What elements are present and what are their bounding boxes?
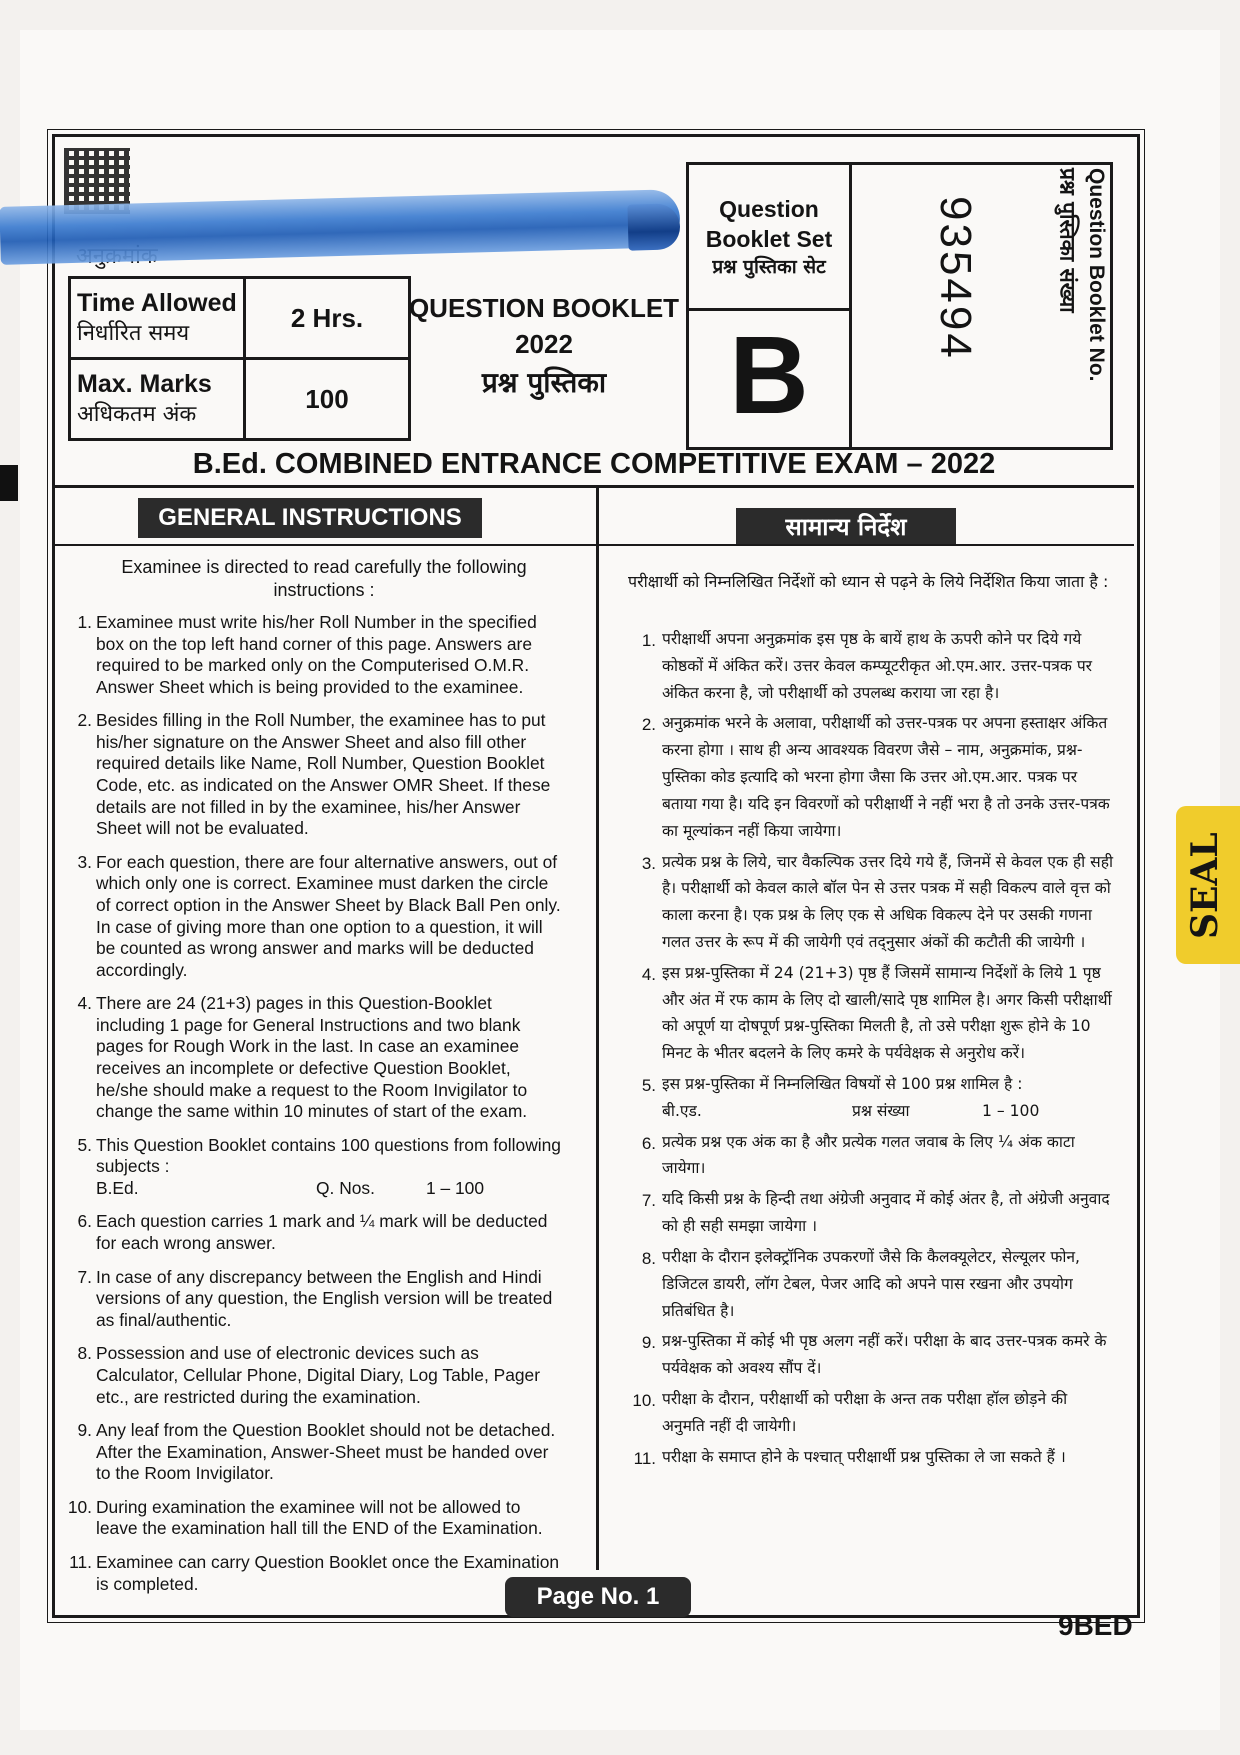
booklet-number-label-block xyxy=(1040,168,1110,448)
instruction-item-hi: 11. परीक्षा के समाप्त होने के पश्चात् परीक्षार्थी प्रश्न पुस्तिका ले जा सकते हैं । xyxy=(633,1447,1066,1468)
max-marks-label-hi: अधिकतम अंक xyxy=(77,401,197,427)
subject-row-hi: बी.एड. प्रश्न संख्या 1 – 100 xyxy=(662,1101,1040,1120)
general-instructions-heading: GENERAL INSTRUCTIONS xyxy=(138,498,482,538)
seal-label: SEAL xyxy=(1184,832,1226,940)
instruction-item: 6. Each question carries 1 mark and ¼ mark will be deducted for each wrong answer. xyxy=(77,1211,548,1254)
title-divider xyxy=(54,485,1134,488)
column-divider xyxy=(596,487,599,1570)
instruction-item: 1. Examinee must write his/her Roll Number in the specified box on the top left hand corner of this page. Answers are required to be marked only on the Computerised O.M.R. Answer Sheet which is being provided to the examinee. xyxy=(77,612,537,697)
instructions-intro-hi: परीक्षार्थी को निम्नलिखित निर्देशों को ध्यान से पढ़ने के लिये निर्देशित किया जाता है : xyxy=(628,572,1109,591)
booklet-year: 2022 xyxy=(515,329,573,360)
instruction-list xyxy=(67,612,564,1607)
instruction-item: 2. Besides filling in the Roll Number, the examinee has to put his/her signature on the Answer Sheet and also fill other required details like Name, Roll Number, Question Booklet Code, etc. as indicated on the Answer OMR Sheet. If these details are not filled in by the examinee, his/her Answer Sheet will not be evaluated. xyxy=(77,710,551,839)
page-number-badge: Page No. 1 xyxy=(505,1577,691,1617)
max-marks-value: 100 xyxy=(245,359,410,440)
instruction-item: 5. This Question Booklet contains 100 questions from following subjects : B.Ed. Q. Nos. 1 – 100 xyxy=(96,1135,564,1200)
instruction-list-hi xyxy=(632,626,1114,1474)
time-allowed-label: Time Allowed xyxy=(77,289,237,318)
booklet-title: QUESTION BOOKLET xyxy=(408,293,680,323)
max-marks-cell xyxy=(70,359,245,440)
booklet-set-label-cell xyxy=(689,165,849,311)
booklet-title-block xyxy=(404,290,684,402)
instruction-item-hi: 2. अनुक्रमांक भरने के अलावा, परीक्षार्थी को उत्तर-पत्रक पर अपना हस्ताक्षर अंकित करना होगा । साथ ही अन्य आवश्यक विवरण जैसे – नाम, अनुक्रमांक, प्रश्न-पुस्तिका कोड इत्यादि को भरना होगा जैसा कि उत्तर ओ.एम.आर. पत्रक पर बताया गया है। यदि इन विवरणों को परीक्षार्थी ने नहीं भरा है तो उनके उत्तर-पत्रक का मूल्यांकन नहीं किया जायेगा। xyxy=(641,714,1110,840)
instruction-item-hi: 3. प्रत्येक प्रश्न के लिये, चार वैकल्पिक उत्तर दिये गये हैं, जिनमें से केवल एक ही सही है। परीक्षार्थी को केवल काले बॉल पेन से उत्तर पत्रक में सही विकल्प वाले वृत्त को काला करना है। एक प्रश्न के लिए एक से अधिक विकल्प देने पर उसकी गणना गलत उत्तर के रूप में की जायेगी एवं तद्नुसार अंकों की कटौती की जायेगी । xyxy=(641,852,1114,951)
heading-divider xyxy=(54,544,1134,546)
instruction-item-hi: 10. परीक्षा के दौरान, परीक्षार्थी को परीक्षा के अन्त तक परीक्षा हॉल छोड़ने की अनुमति नहीं दी जायेगी। xyxy=(632,1389,1068,1435)
instruction-item: 7. In case of any discrepancy between the English and Hindi versions of any question, the English version will be treated as final/authentic. xyxy=(77,1266,553,1330)
booklet-set-label: Question Booklet Set xyxy=(705,196,833,252)
booklet-number-label-hi: प्रश्न पुस्तिका संख्या xyxy=(1055,168,1080,313)
booklet-set-value: B xyxy=(729,314,809,437)
booklet-set-box xyxy=(686,162,852,450)
instruction-item: 11. Examinee can carry Question Booklet once the Examination is completed. xyxy=(69,1551,560,1594)
instruction-item-hi: 4. इस प्रश्न-पुस्तिका में 24 (21+3) पृष्ठ हैं जिसमें सामान्य निर्देशों के लिये 1 पृष्ठ और अंत में रफ काम के लिए दो खाली/सादे पृष्ठ शामिल है। अगर किसी परीक्षार्थी को अपूर्ण या दोषपूर्ण प्रश्न-पुस्तिका मिलती है, तो उसे परीक्षा शुरू होने के 10 मिनट के भीतर बदलने के लिए कमरे के पर्यवेक्षक से अनुरोध करें। xyxy=(641,963,1112,1063)
instruction-item: 4. There are 24 (21+3) pages in this Question-Booklet including 1 page for General Instructions and two blank pages for Rough Work in the last. In case an examinee receives an incomplete or defective Question Booklet, he/she should make a request to the Room Invigilator to change the same within 10 minutes of start of the exam. xyxy=(77,993,528,1122)
booklet-set-label-hi: प्रश्न पुस्तिका सेट xyxy=(712,255,826,278)
binding-mark xyxy=(0,465,18,501)
instruction-item-hi: 7. यदि किसी प्रश्न के हिन्दी तथा अंग्रेजी अनुवाद में कोई अंतर है, तो अंग्रेजी अनुवाद को ही सही समझा जायेगा । xyxy=(641,1190,1110,1236)
subject-row: B.Ed. Q. Nos. 1 – 100 xyxy=(96,1177,485,1198)
instruction-item-hi: 6. प्रत्येक प्रश्न एक अंक का है और प्रत्येक गलत जवाब के लिए ¼ अंक काटा जायेगा। xyxy=(641,1132,1075,1178)
time-allowed-cell xyxy=(70,278,245,359)
instruction-item-hi: 9. प्रश्न-पुस्तिका में कोई भी पृष्ठ अलग नहीं करें। परीक्षा के बाद उत्तर-पत्रक कमरे के पर्यवेक्षक को अवश्य सौंप दें। xyxy=(641,1332,1107,1378)
general-instructions-heading-hi: सामान्य निर्देश xyxy=(736,508,956,546)
booklet-number-label: Question Booklet No. xyxy=(1085,168,1108,382)
time-allowed-value: 2 Hrs. xyxy=(245,278,410,359)
pen-cap-overlay xyxy=(627,203,680,250)
exam-title: B.Ed. COMBINED ENTRANCE COMPETITIVE EXAM – 2022 xyxy=(192,448,996,480)
booklet-title-hi: प्रश्न पुस्तिका xyxy=(481,365,607,399)
instruction-item-hi: 8. परीक्षा के दौरान इलेक्ट्रॉनिक उपकरणों जैसे कि कैलक्यूलेटर, सेल्यूलर फोन, डिजिटल डायरी, लॉग टेबल, पेजर आदि को अपने पास रखना और उपयोग प्रतिबंधित है। xyxy=(641,1247,1080,1320)
booklet-number-value: 935494 xyxy=(931,196,980,361)
instruction-item-hi: 1. परीक्षार्थी अपना अनुक्रमांक इस पृष्ठ के बायें हाथ के ऊपरी कोने पर दिये गये कोष्ठकों में अंकित करें। उत्तर केवल कम्प्यूटरीकृत ओ.एम.आर. उत्तर-पत्रक पर अंकित करना है, जो परीक्षार्थी को उपलब्ध कराया जा रहा है। xyxy=(641,630,1093,702)
booklet-code: 9BED xyxy=(1058,1610,1133,1641)
instruction-item: 9. Any leaf from the Question Booklet should not be detached. After the Examination, Answer-Sheet must be handed over to the Room Invigilator. xyxy=(77,1420,556,1484)
instruction-item-hi: 5. इस प्रश्न-पुस्तिका में निम्नलिखित विषयों से 100 प्रश्न शामिल है : बी.एड. प्रश्न संख्या 1 – 100 xyxy=(662,1071,1114,1125)
time-allowed-label-hi: निर्धारित समय xyxy=(77,320,190,346)
instruction-item: 3. For each question, there are four alternative answers, out of which only one is correct. Examinee must darken the circle of correct option in the Answer Sheet by Black Ball Pen only. In case of giving more than one option to a question, it will be counted as wrong answer and marks will be deducted accordingly. xyxy=(77,851,561,980)
instruction-item: 10. During examination the examinee will not be allowed to leave the examination hall till the END of the Examination. xyxy=(67,1496,543,1539)
max-marks-label: Max. Marks xyxy=(77,370,212,399)
time-marks-table xyxy=(68,276,411,441)
instructions-intro: Examinee is directed to read carefully the following instructions : xyxy=(121,557,527,600)
instruction-item: 8. Possession and use of electronic devices such as Calculator, Cellular Phone, Digital Diary, Log Table, Pager etc., are restricted during the examination. xyxy=(77,1343,541,1407)
